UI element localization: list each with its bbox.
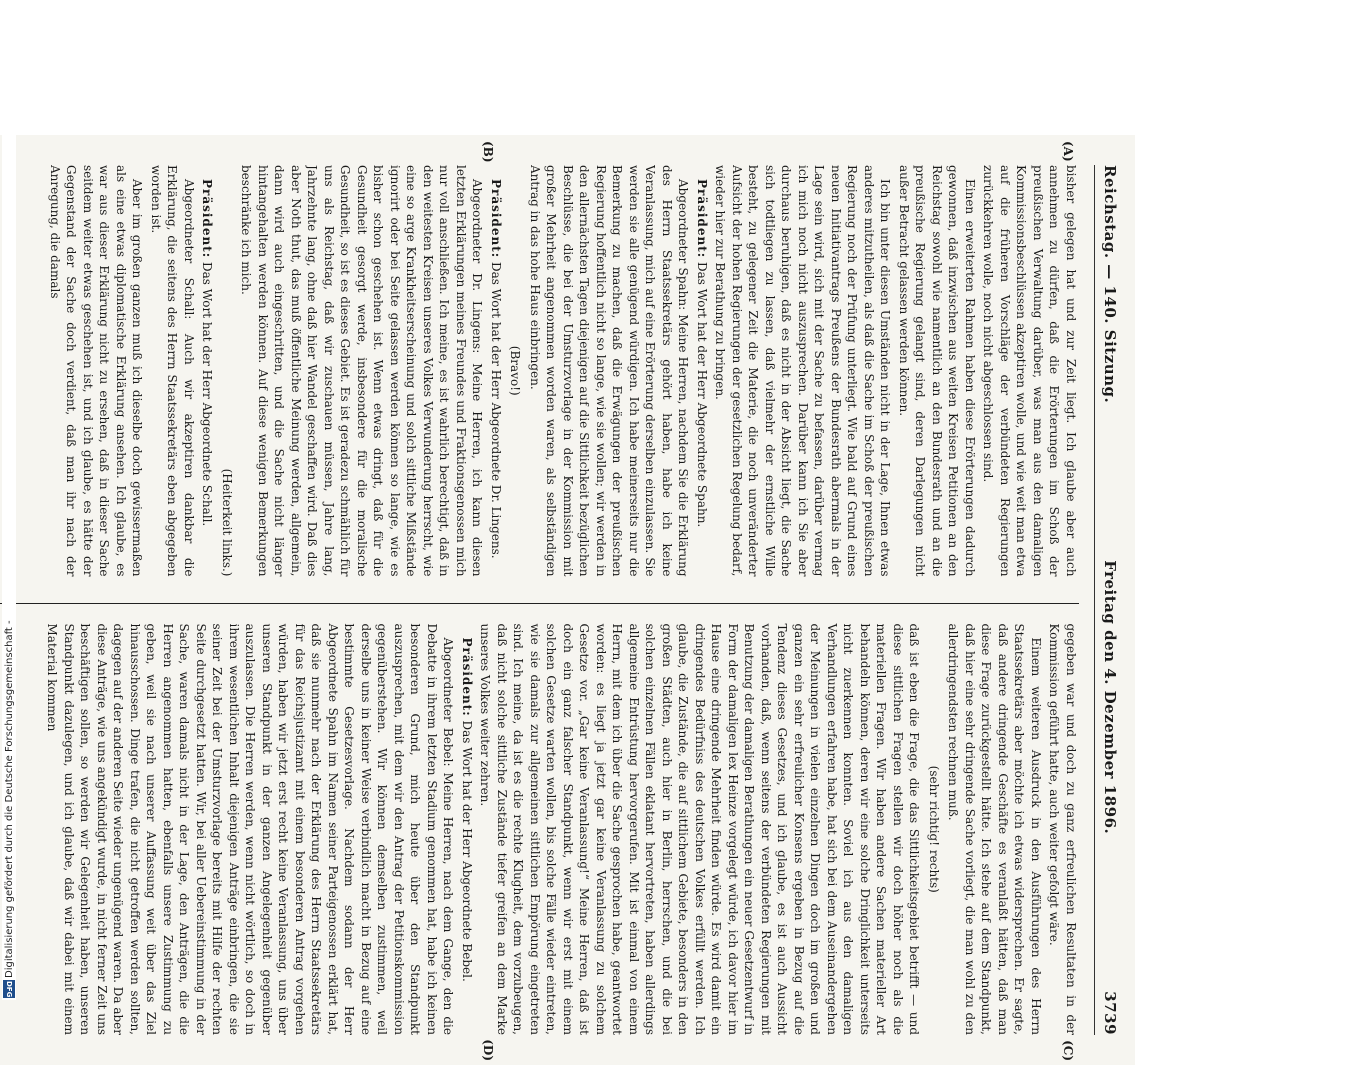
margin-marker-d: (D) — [481, 1039, 495, 1061]
header-left: Reichstag. — 140. Sitzung. — [1101, 165, 1119, 404]
header-page-number: 3739 — [1101, 991, 1119, 1035]
paragraph: bisher gelegen hat und zur Zeit liegt. Ich glaube aber auch annehmen zu dürfen, daß die Erörterungen im Schoß der preußischen Verwaltung darüber, was man aus den damaligen Kommissionsbeschlüssen akzeptiren wolle, und wie weit man etwa auf die früheren Vorschläge der verbündeten Regierungen zurückkehren wolle, noch nicht abgeschlossen sind. — [981, 165, 1078, 577]
paragraph: Einem weiteren Ausdruck in den Ausführungen des Herrn Staatssekretärs aber möchte ich etwas widersprechen. Er sagte, daß andere dringende Geschäfte es veranlaßt hätten, daß man diese Frage zurückgestellt hätte. Ich stehe auf dem Standpunkt, daß hier eine sehr dringende Sache vorliegt, die man wohl zu den allerdringendsten rechnen muß. — [946, 623, 1043, 1035]
margin-marker-b: (B) — [481, 141, 495, 163]
paragraph: Abgeordneter Spahn: Meine Herren, nachdem Sie die Erklärung des Herrn Staatssekretärs gehört haben, habe ich keine Veranlassung, mich auf eine Erörterung derselben einzulassen. Sie werden sie alle genügend würdigen. Ich habe meinerseits nur die Bemerkung zu machen, daß die Erwägungen der preußischen Regierung hoffentlich nicht so lange, wie sie wollen; wir werden in den allernächsten Tagen diejenigen auf die Sittlichkeit bezüglichen Beschlüsse, die bei der Umsturzvorlage in der Kommission mit großer Mehrheit angenommen worden waren, als selbständigen Antrag in das hohe Haus einbringen. — [528, 165, 691, 577]
paragraph: Das Wort hat der Herr Abgeordnete Schall. — [200, 262, 215, 527]
paragraph: Abgeordneter Dr. Lingens: Meine Herren, ich kann diesen letzten Erklärungen meines Freundes und Fraktionsgenossen mich nur voll anschließen. Ich meine, es ist wahrlich berechtigt, daß in den weitesten Kreisen unseres Volkes Verwunderung herrscht, wie eine so arge Krankheitserscheinung und solch sittliche Mißstände ignorirt oder bei Seite gelassen werden können so lange, wie es bisher schon geschehen ist. Wenn etwas dringt, daß für die Gesundheit gesorgt werde, insbesondere für die moralische Gesundheit, so ist es dieses Gebiet. Es ist geradezu schmählich für uns als Reichstag, daß wir zuschauen müssen, Jahre lang, Jahrzehnte lang, ohne daß hier Wandel geschaffen wird. Daß dies aber Noth thut, das muß öffentliche Meinung werden, allgemein, dann wird auch eingeschritten, und die Sache nicht länger hintangehalten werden können. Auf diese wenigen Bemerkungen beschränke ich mich. — [239, 165, 485, 577]
margin-marker-a: (A) — [1061, 141, 1075, 162]
paragraph: Aber im großen ganzen muß ich dieselbe doch gewissermaßen als eine etwas diplomatische Erklärung ansehen. Ich glaube, es war aus dieser Erklärung nicht zu ersehen, daß in dieser Sache seitdem weiter etwas geschehen ist, und ich glaube, es hätte der Gegenstand der Sache doch verdient, daß man ihr nach der Anregung, die damals — [48, 165, 145, 577]
header-center: Freitag den 4. Dezember 1896. — [1101, 560, 1119, 835]
running-header — [1094, 165, 1119, 1035]
interjection: (Heiterkeit links.) — [220, 468, 234, 577]
scanned-page — [0, 135, 1135, 1065]
paragraph: gegeben war und doch zu ganz erfreulichen Resultaten in der Kommission geführt hatte, auch weiter gefolgt wäre. — [1047, 623, 1078, 1035]
digitization-sidebar — [2, 0, 16, 1000]
paragraph: Das Wort hat der Herr Abgeordnete Dr. Lingens. — [489, 262, 503, 559]
speaker-president: Präsident: — [200, 179, 215, 259]
interjection: (Bravo!) — [508, 345, 523, 396]
paragraph: Ich bin unter diesen Umständen nicht in der Lage, Ihnen etwas anderes mitzutheilen, als daß die Sache im Schoß der preußischen Regierung noch der Prüfung unterliegt. Wie bald auf Grund eines neuen Initiativantrags Preußens der Bundesrath abermals in der Lage sein wird, sich mit der Sache zu befassen, darüber vermag ich mich noch nicht auszusprechen. Darüber kann ich Sie aber durchaus beruhigen, daß es nicht in der Absicht liegt, die Sache sich todtliegen zu lassen, daß vielmehr der ernstliche Wille besteht, zu gelegener Zeit die Materie, die noch unveränderter Aufsicht der hohen Regierungen der gesetzlichen Regelung bedarf, wieder hier zur Berathung zu bringen. — [713, 165, 893, 577]
left-column — [0, 165, 1079, 577]
paragraph: Abgeordneter Schall: Auch wir akzeptiren dankbar die Erklärung, die seitens des Herrn Staatssekretärs eben abgegeben worden ist. — [149, 165, 196, 577]
paragraph: Das Wort hat der Herr Abgeordnete Spahn. — [695, 262, 709, 528]
speaker-president: Präsident: — [460, 637, 474, 717]
speaker-president: Präsident: — [695, 179, 709, 259]
text-columns — [0, 165, 1079, 1035]
right-column — [0, 603, 1079, 1036]
margin-marker-c: (C) — [1061, 1040, 1075, 1061]
speaker-president: Präsident: — [489, 179, 503, 259]
paragraph: Einen erweiterten Rahmen haben diese Erörterungen dadurch gewonnen, daß inzwischen aus weiten Kreisen Petitionen an den Reichstag sowohl wie namentlich an den Bundesrath und an die preußische Regierung gelangt sind, deren Darlegungen nicht außer Betracht gelassen werden können. — [897, 165, 977, 577]
interjection: (sehr richtig! rechts) — [927, 765, 941, 893]
paragraph: daß ist eben die Frage, die das Sittlichkeitsgebiet betrifft — und diese sittlichen Fragen stellen wir doch höher noch als die materiellen Fragen. Wir haben andere Sachen materieller Art behandeln können, deren wir eine solche Dringlichkeit unterseits nicht zuerkennen konnten. Soviel ich aus den damaligen Verhandlungen erfahren habe, hat sich bei dem Auseinandergehen der Meinungen in vielen einzelnen Dingen doch im großen und ganzen ein sehr erfreulicher Konsens ergeben in Bezug auf die Tendenz dieses Gesetzes, und ich glaube, es ist auch Aussicht vorhanden, daß, wenn seitens der verbündeten Regierungen mit Benutzung der damaligen Berathungen ein neuer Gesetzentwurf in Form der damaligen lex Heinze vorgelegt würde, ich davor hier im Hause eine dringende Mehrheit finden würde. Es wird damit ein dringendes Bedürfniss des deutschen Volkes erfüllt werden. Ich glaube, die Zustände, die auf sittlichem Gebiete, besonders in den großen Städten, auch hier in Berlin, herrschen, und die bei solchen einzelnen Fällen eklatant hervortreten, haben allerdings allgemeine Entrüstung hervorgerufen. Mit ist einmal von einem Herrn, mit dem ich über die Sache gesprochen habe, geantwortet worden: es liegt ja jetzt gar keine Veranlassung zu solchem Gesetze vor. „Gar keine Veranlassung!“ Meine Herren, daß ist doch ein ganz falscher Standpunkt, wenn wir erst mit einem solchen Gesetze warten wollen, bis solche Fälle wieder eintreten, wie sie damals zur allgemeinen sittlichen Empörung eingetreten sind. Ich meine, da ist es die rechte Klugheit, dem vorzubeugen, daß nicht solche sittliche Zustände tiefer greifen an dem Marke unseres Volkes weiter zehren. — [478, 623, 922, 1035]
paragraph: Abgeordneter Bebel: Meine Herren, nach dem Gange, den die Debatte in ihrem letzten Stadium genommen hat, habe ich keinen besonderen Grund, mich heute über den Standpunkt auszusprechen, mit dem wir den Antrag der Petitionskommission gegenüberstehen. Wir können demselben zustimmen, weil derselbe uns in keiner Weise verbindlich macht in Bezug auf eine bestimmte Gesetzesvorlage. Nachdem sodann der Herr Abgeordnete Spahn im Namen seiner Parteigenossen erklärt hat, daß sie nunmehr nach der Erklärung des Herrn Staatssekretärs für das Reichsjustizamt mit einem besonderen Antrag vorgehen würden, haben wir jetzt erst recht keine Veranlassung, uns über unseren Standpunkt in der ganzen Angelegenheit gegenüber auszulassen. Die Herren werden, wenn nicht wörtlich, so doch in ihrem wesentlichen Inhalt diejenigen Anträge einbringen, die sie seiner Zeit bei der Umsturzvorlage bereits mit Hilfe der rechten Seite durchgesetzt hatten. Wir, bei aller Uebereinstimmung in der Sache, waren damals nicht in der Lage, den Anträgen, die die Herren angenommen hatten, ebenfalls unsere Zustimmung zu geben, weil sie nach unserer Auffassung weit über das Ziel hinausschossen. Dinge trafen, die nicht getroffen werden sollten, dagegen auf der anderen Seite wieder ungenügend waren. Da aber diese Anträge, wie uns angekündigt wurde, in nicht ferner Zeit uns beschäftigen sollen, so werden wir Gelegenheit haben, unseren Standpunkt dazulegen, und ich glaube, daß wir dabei mit einem Material kommen — [45, 623, 456, 1035]
funding-note: Digitalisierung gefördert durch die Deutsche Forschungsgemeinschaft - — [4, 620, 15, 978]
paragraph: Das Wort hat der Herr Abgeordnete Bebel. — [460, 720, 474, 982]
dfg-logo: DFG — [5, 980, 13, 998]
